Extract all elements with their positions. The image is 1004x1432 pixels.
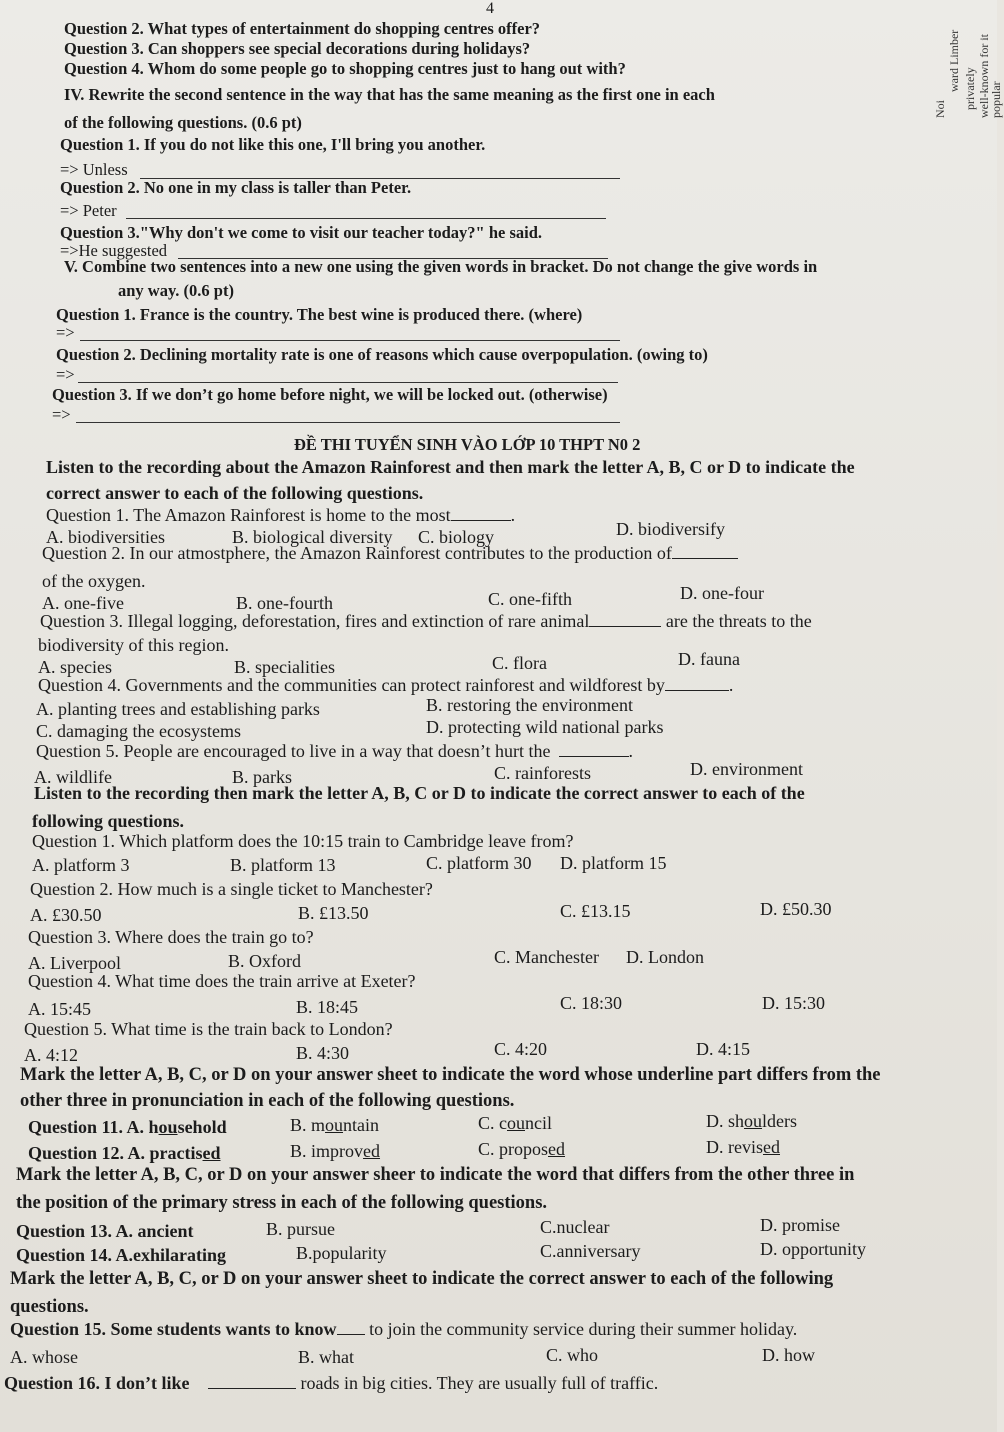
amazon-instructions-2: correct answer to each of the following questions. — [46, 483, 424, 503]
amazon-q4-opt-a: A. planting trees and establishing parks — [36, 699, 320, 719]
train-q3-opt-a: A. Liverpool — [28, 953, 121, 973]
answer-line — [78, 382, 618, 383]
amazon-q5-opt-b: B. parks — [232, 767, 292, 787]
amazon-q3-cont: biodiversity of this region. — [38, 635, 229, 655]
stress-q14-opt-b: B.popularity — [296, 1243, 387, 1263]
grammar-q15-opt-c: C. who — [546, 1345, 599, 1365]
train-q5: Question 5. What time is the train back to London? — [24, 1019, 393, 1039]
pron-q11-c-underline: ou — [507, 1113, 525, 1133]
amazon-q4-opt-c: C. damaging the ecosystems — [36, 721, 241, 741]
section-iv-a3: =>He suggested — [60, 241, 168, 260]
train-q2-opt-a: A. £30.50 — [30, 905, 102, 925]
pron-q11-opt-c — [478, 1112, 552, 1134]
pron-q12-opt-c — [478, 1138, 565, 1160]
section-v-q1: Question 1. France is the country. The best wine is produced there. (where) — [56, 305, 583, 324]
page-number: 4 — [486, 0, 494, 17]
amazon-q1-opt-c: C. biology — [418, 527, 495, 547]
train-q2-opt-c: C. £13.15 — [560, 901, 631, 921]
pron-q11-label — [28, 1116, 227, 1138]
pron-q11-d-pre: D. sh — [706, 1111, 745, 1131]
train-instructions-2: following questions. — [32, 811, 185, 831]
section-iv-q2: Question 2. No one in my class is taller than Peter. — [60, 178, 412, 197]
section-iv-q1: Question 1. If you do not like this one, I'll bring you another. — [60, 135, 486, 154]
answer-line — [80, 340, 620, 341]
pron-q11-b-underline: ou — [325, 1115, 344, 1135]
amazon-q1: Question 1. The Amazon Rainforest is home to the most — [46, 505, 451, 525]
amazon-q1-opt-d: D. biodiversify — [616, 519, 725, 539]
exam-title: ĐỀ THI TUYỂN SINH VÀO LỚP 10 THPT N0 2 — [294, 435, 641, 454]
train-q1-opt-b: B. platform 13 — [230, 855, 336, 875]
stress-q13-opt-d: D. promise — [760, 1215, 840, 1235]
grammar-q16-a: Question 16. I don’t like — [4, 1373, 190, 1393]
train-q3-opt-c: C. Manchester — [494, 947, 599, 967]
pron-q12-a-underline: ed — [202, 1143, 221, 1163]
train-q1-opt-a: A. platform 3 — [32, 855, 130, 875]
train-q4-opt-d: D. 15:30 — [762, 993, 825, 1013]
train-q3: Question 3. Where does the train go to? — [28, 927, 314, 947]
amazon-q2-opt-b: B. one-fourth — [236, 593, 333, 613]
section-iv-a1: => Unless — [60, 160, 128, 179]
answer-blank — [559, 756, 629, 757]
section-iv-heading: IV. Rewrite the second sentence in the way that has the same meaning as the first one in each — [64, 85, 715, 104]
amazon-q1-opt-b: B. biological diversity — [232, 527, 393, 547]
train-q3-opt-b: B. Oxford — [228, 951, 301, 971]
section-v-arrow-1: => — [56, 323, 75, 342]
grammar-q16-line — [4, 1372, 658, 1394]
train-q1-opt-d: D. platform 15 — [560, 853, 667, 873]
grammar-q15-line — [10, 1318, 797, 1340]
amazon-q4-opt-b: B. restoring the environment — [426, 695, 633, 715]
pron-q12-d-underline: ed — [763, 1137, 780, 1157]
amazon-q2-opt-a: A. one-five — [42, 593, 124, 613]
train-q1-opt-c: C. platform 30 — [426, 853, 532, 873]
train-q4-opt-b: B. 18:45 — [296, 997, 359, 1017]
pron-q11-b-end: ntain — [343, 1115, 380, 1135]
pron-q12-d-pre: D. revis — [706, 1137, 763, 1157]
amazon-q2: Question 2. In our atmostphere, the Amazon Rainforest contributes to the production of — [42, 543, 672, 563]
train-q5-opt-b: B. 4:30 — [296, 1043, 350, 1063]
pron-q11-b-pre: B. m — [290, 1115, 326, 1135]
pron-q11-a-end: sehold — [177, 1117, 227, 1137]
amazon-q5-opt-d: D. environment — [690, 759, 803, 779]
train-q5-opt-d: D. 4:15 — [696, 1039, 750, 1059]
train-q2-opt-b: B. £13.50 — [298, 903, 369, 923]
section-v-arrow-3: => — [52, 405, 71, 424]
exam-page: 4 ward Limber privately well-known for it popular Noi Question 2. What types of entertainment do shopping centres offer? Question 3. Can shoppers see special decorations during holidays? Question 4. Whom do some people go to shopping centres just to hang out with? IV. Rewrite the second sentence in the way that has the same meaning as the first one in each of the following questions. (0.6 pt) Question 1. If you do not like this one, I'll bring you another. => Unless Question 2. No one in my class is taller than Peter. => Peter Question 3."Why don't we come to visit our teacher today?" he said. =>He suggested V. Combine two sentences into a new one using the given words in bracket. Do not change the give words in any way. (0.6 pt) Question 1. France is the country. The best wine is produced there. (where) => Question 2. Declining mortality rate is one of reasons which cause overpopulation. (owing to) => Question 3. If we don’t go home before night, we will be locked out. (otherwise) => ĐỀ THI TUYỂN SINH VÀO LỚP 10 THPT N0 2 Listen to the recording about the Amazon Rainforest and then mark the letter A, B, C or D to indicate the correct answer to each of the following questions. Question 1. The Amazon Rainforest is home to the most . A. biodiversities B. biological diversity C. biology D. biodiversify Question 2. In our atmostphere, the Amazon Rainforest contributes to the production of of the oxygen. A. one-five B. one-fourth C. one-fifth D. one-four Question 3. Illegal logging, deforestation, fires and extinction of rare animal are the threats to the biodiversity of this region. A. species B. specialities C. flora D. fauna Question 4. Governments and the communities can protect rainforest and wildforest by . A. planting trees and establishing parks B. restoring the environment C. damaging the ecosystems D. protecting wild national parks Question 5. People are encouraged to live in a way that doesn’t hurt the . A. wildlife B. parks C. rainforests D. environment Listen to the recording then mark the letter A, B, C or D to indicate the correct answer to each of the following questions. Question 1. Which platform does the 10:15 train to Cambridge leave from? A. platform 3 B. platform 13 C. platform 30 D. platform 15 Question 2. How much is a single ticket to Manchester? A. £30.50 B. £13.50 C. £13.15 D. £50.30 Question 3. Where does the train go to? A. Liverpool B. Oxford C. Manchester D. London Question 4. What time does the train arrive at Exeter? A. 15:45 B. 18:45 C. 18:30 D. 15:30 Question 5. What time is the train back to London? A. 4:12 B. 4:30 C. 4:20 D. 4:15 Mark the letter A, B, C, or D on your answer sheet to indicate the word whose underline part differs from the other three in pronunciation in each of the following questions. Question 11. A. household B. mountain C. council D. shoulders Question 12. A. practised B. improved C. proposed D. revised Mark the letter A, B, C, or D on your answer sheer to indicate the word that differs from the other three in the position of the primary stress in each of the following questions. Question 13. A. ancient B. pursue C.nuclear D. promise Question 14. A.exhilarating B.popularity C.anniversary D. opportunity Mark the letter A, B, C, or D on your answer sheet to indicate the correct answer to each of the following questions. Question 15. Some students wants to know to join the community service during their summer holiday. A. whose B. what C. who D. how Question 16. I don’t like roads in big cities. They are usually full of traffic. — [0, 0, 997, 1432]
train-q5-opt-a: A. 4:12 — [24, 1045, 78, 1065]
section-iv-a2: => Peter — [60, 201, 117, 220]
amazon-q3-opt-c: C. flora — [492, 653, 547, 673]
grammar-instructions: Mark the letter A, B, C, or D on your answer sheet to indicate the correct answer to each of the following — [10, 1269, 834, 1289]
answer-blank — [589, 626, 661, 627]
side-text-5: Noi — [933, 100, 947, 118]
train-instructions: Listen to the recording then mark the letter A, B, C or D to indicate the correct answer to each of the — [34, 783, 805, 803]
train-q4-opt-c: C. 18:30 — [560, 993, 623, 1013]
amazon-q5-opt-a: A. wildlife — [34, 767, 112, 787]
amazon-q4-opt-d: D. protecting wild national parks — [426, 717, 664, 737]
answer-line — [76, 422, 620, 423]
amazon-instructions: Listen to the recording about the Amazon Rainforest and then mark the letter A, B, C or D to indicate the — [46, 457, 855, 477]
grammar-q15-opt-d: D. how — [762, 1345, 815, 1365]
answer-line — [126, 218, 606, 219]
pron-q11-d-underline: ou — [744, 1111, 763, 1131]
answer-blank — [665, 690, 729, 691]
amazon-q5: Question 5. People are encouraged to live in a way that doesn’t hurt the — [36, 741, 551, 761]
grammar-instructions-2: questions. — [10, 1297, 89, 1317]
stress-q14-opt-d: D. opportunity — [760, 1239, 866, 1259]
section-v-arrow-2: => — [56, 365, 75, 384]
grammar-q16-b: roads in big cities. They are usually full of traffic. — [300, 1373, 659, 1393]
grammar-q15-opt-a: A. whose — [10, 1347, 78, 1367]
stress-instructions: Mark the letter A, B, C, or D on your answer sheer to indicate the word that differs from the other three in — [16, 1165, 855, 1185]
section-a-q4: Question 4. Whom do some people go to shopping centres just to hang out with? — [64, 59, 626, 78]
answer-blank — [208, 1388, 296, 1389]
stress-q13-opt-b: B. pursue — [266, 1219, 335, 1239]
amazon-q3-opt-d: D. fauna — [678, 649, 740, 669]
stress-instructions-2: the position of the primary stress in each of the following questions. — [16, 1193, 548, 1213]
amazon-q2-opt-d: D. one-four — [680, 583, 764, 603]
section-v-heading: V. Combine two sentences into a new one using the given words in bracket. Do not change the give words in — [64, 257, 818, 276]
answer-blank — [451, 520, 511, 521]
pron-q12-b-pre: B. improv — [290, 1141, 364, 1161]
train-q1: Question 1. Which platform does the 10:15 train to Cambridge leave from? — [32, 831, 574, 851]
pron-q12-opt-d — [706, 1136, 780, 1158]
train-q4-opt-a: A. 15:45 — [28, 999, 91, 1019]
section-v-heading-2: any way. (0.6 pt) — [118, 281, 234, 300]
amazon-q5-opt-c: C. rainforests — [494, 763, 591, 783]
grammar-q15-b: to join the community service during their summer holiday. — [369, 1319, 798, 1339]
stress-q13-opt-c: C.nuclear — [540, 1217, 610, 1237]
stress-q14: Question 14. A.exhilarating — [16, 1245, 227, 1265]
pron-q11-c-end: ncil — [525, 1113, 552, 1133]
pron-q11-opt-b — [290, 1114, 379, 1136]
amazon-q1-opt-a: A. biodiversities — [46, 527, 165, 547]
pron-q12-opt-b — [290, 1140, 380, 1162]
pron-q12: Question 12. A. practis — [28, 1143, 203, 1163]
section-a-q3: Question 3. Can shoppers see special decorations during holidays? — [64, 39, 531, 58]
answer-blank — [672, 558, 738, 559]
amazon-q3-tail: are the threats to the — [665, 611, 812, 631]
amazon-q2-cont: of the oxygen. — [42, 571, 146, 591]
amazon-q3: Question 3. Illegal logging, deforestation, fires and extinction of rare animal — [40, 611, 590, 631]
train-q5-opt-c: C. 4:20 — [494, 1039, 548, 1059]
grammar-q15-a: Question 15. Some students wants to know — [10, 1319, 337, 1339]
side-text-4: popular — [989, 81, 1003, 118]
side-text-2: privately — [963, 67, 977, 110]
side-text-3: well-known for it — [977, 34, 991, 118]
section-v-q2: Question 2. Declining mortality rate is one of reasons which cause overpopulation. (owing to) — [56, 345, 708, 364]
pron-q12-c-pre: C. propos — [478, 1139, 549, 1159]
section-v-q3: Question 3. If we don’t go home before night, we will be locked out. (otherwise) — [52, 385, 608, 404]
train-q3-opt-d: D. London — [626, 947, 704, 967]
train-q4: Question 4. What time does the train arrive at Exeter? — [28, 971, 416, 991]
pron-q11-opt-d — [706, 1110, 797, 1132]
pron-q11-d-end: lders — [762, 1111, 798, 1131]
pron-q12-label — [28, 1142, 221, 1164]
pron-q11: Question 11. A. h — [28, 1117, 159, 1137]
amazon-q2-opt-c: C. one-fifth — [488, 589, 572, 609]
stress-q14-opt-c: C.anniversary — [540, 1241, 641, 1261]
train-q2: Question 2. How much is a single ticket to Manchester? — [30, 879, 433, 899]
pron-q11-a-underline: ou — [158, 1117, 178, 1137]
stress-q13: Question 13. A. ancient — [16, 1221, 194, 1241]
page-edge-text — [927, 0, 1003, 120]
section-iv-q3: Question 3."Why don't we come to visit our teacher today?" he said. — [60, 223, 542, 242]
section-a-q2: Question 2. What types of entertainment do shopping centres offer? — [64, 19, 541, 38]
amazon-q3-opt-a: A. species — [38, 657, 112, 677]
pron-q11-c-pre: C. c — [478, 1113, 507, 1133]
pron-q12-c-underline: ed — [548, 1139, 566, 1159]
amazon-q4: Question 4. Governments and the communities can protect rainforest and wildforest by — [38, 675, 665, 695]
section-iv-heading-2: of the following questions. (0.6 pt) — [64, 113, 302, 132]
pron-q12-b-underline: ed — [363, 1141, 381, 1161]
side-text-1: ward Limber — [947, 29, 961, 92]
pron-instructions-2: other three in pronunciation in each of the following questions. — [20, 1091, 515, 1111]
train-q2-opt-d: D. £50.30 — [760, 899, 832, 919]
pron-instructions: Mark the letter A, B, C, or D on your answer sheet to indicate the word whose underline part differs from the — [20, 1065, 881, 1085]
amazon-q3-opt-b: B. specialities — [234, 657, 335, 677]
grammar-q15-opt-b: B. what — [298, 1347, 354, 1367]
answer-blank — [337, 1334, 365, 1335]
